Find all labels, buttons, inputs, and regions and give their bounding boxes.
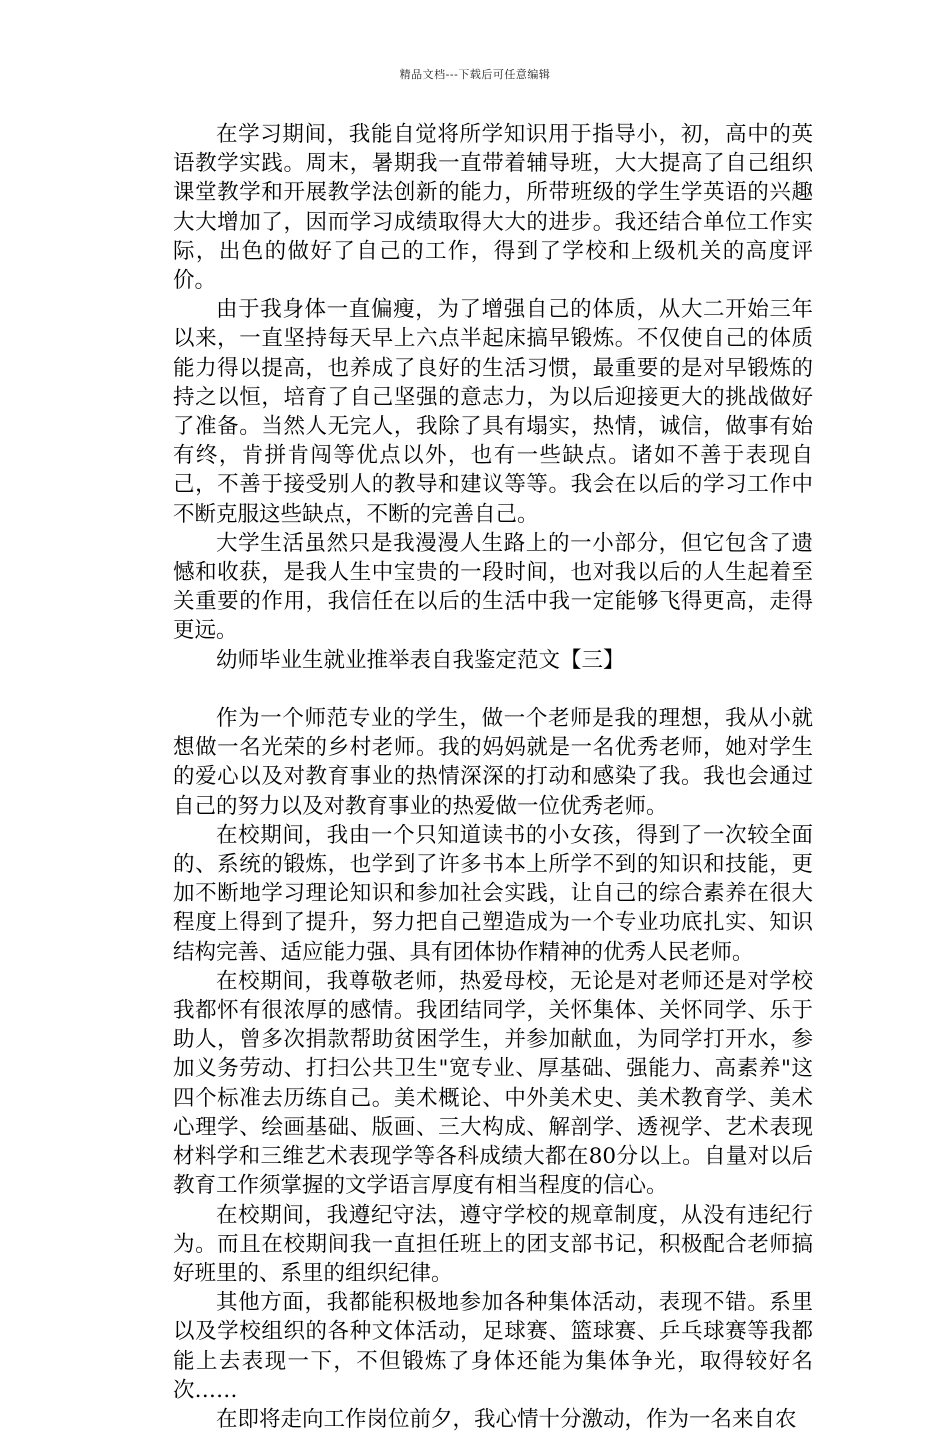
page-header-note: 精品文档---下载后可任意编辑	[399, 68, 551, 81]
paragraph-study-practice: 在学习期间，我能自觉将所学知识用于指导小，初，高中的英语教学实践。周末，暑期我一直带着辅导班，大大提高了自己组织课堂教学和开展教学法创新的能力，所带班级的学生学英语的兴趣大大增加了，因而学习成绩取得大大的进步。我还结合单位工作实际，出色的做好了自己的工作，得到了学校和上级机关的高度评价。	[173, 122, 813, 294]
paragraph-university-life: 大学生活虽然只是我漫漫人生路上的一小部分，但它包含了遗憾和收获，是我人生中宝贵的一段时间，也对我以后的人生起着至关重要的作用，我信任在以后的生活中我一定能够飞得更高，走得更远。	[173, 530, 813, 644]
section-title: 幼师毕业生就业推举表自我鉴定范文【三】	[216, 647, 625, 673]
paragraph-respect-teachers: 在校期间，我尊敬老师，热爱母校，无论是对老师还是对学校我都怀有很浓厚的感情。我团结同学，关怀集体、关怀同学、乐于助人，曾多次捐款帮助贫困学生，并参加献血，为同学打开水，参加义务劳动、打扫公共卫生"宽专业、厚基础、强能力、高素养"这四个标准去历练自己。美术概论、中外美术史、美术教育学、美术心理学、绘画基础、版画、三大构成、解剖学、透视学、艺术表现材料学和三维艺术表现学等各科成绩大都在80分以上。自量对以后教育工作须掌握的文学语言厚度有相当程度的信心。	[173, 968, 813, 1199]
paragraph-health-exercise: 由于我身体一直偏瘦，为了增强自己的体质，从大二开始三年以来，一直坚持每天早上六点半起床搞早锻炼。不仅使自己的体质能力得以提高，也养成了良好的生活习惯，最重要的是对早锻炼的持之以恒，培育了自己坚强的意志力，为以后迎接更大的挑战做好了准备。当然人无完人，我除了具有塌实，热情，诚信，做事有始有终，肯拼肯闯等优点以外，也有一些缺点。诸如不善于表现自己，不善于接受别人的教导和建议等等。我会在以后的学习工作中不断克服这些缺点，不断的完善自己。	[173, 297, 813, 527]
paragraph-before-work: 在即将走向工作岗位前夕，我心情十分激动，作为一名来自农	[216, 1406, 797, 1432]
paragraph-activities: 其他方面，我都能积极地参加各种集体活动，表现不错。系里以及学校组织的各种文体活动，足球赛、篮球赛、乒乓球赛等我都能上去表现一下，不但锻炼了身体还能为集体争光，取得较好名次……	[173, 1290, 813, 1403]
paragraph-discipline: 在校期间，我遵纪守法，遵守学校的规章制度，从没有违纪行为。而且在校期间我一直担任班上的团支部书记，积极配合老师搞好班里的、系里的组织纪律。	[173, 1202, 813, 1286]
paragraph-teacher-ideal: 作为一个师范专业的学生，做一个老师是我的理想，我从小就想做一名光荣的乡村老师。我的妈妈就是一名优秀老师，她对学生的爱心以及对教育事业的热情深深的打动和感染了我。我也会通过自己的努力以及对教育事业的热爱做一位优秀老师。	[173, 706, 813, 819]
document-body	[173, 120, 813, 1434]
paragraph-school-training: 在校期间，我由一个只知道读书的小女孩，得到了一次较全面的、系统的锻炼，也学到了许多书本上所学不到的知识和技能，更加不断地学习理论知识和参加社会实践，让自己的综合素养在很大程度上得到了提升，努力把自己塑造成为一个专业功底扎实、知识结构完善、适应能力强、具有团体协作精神的优秀人民老师。	[173, 822, 813, 965]
